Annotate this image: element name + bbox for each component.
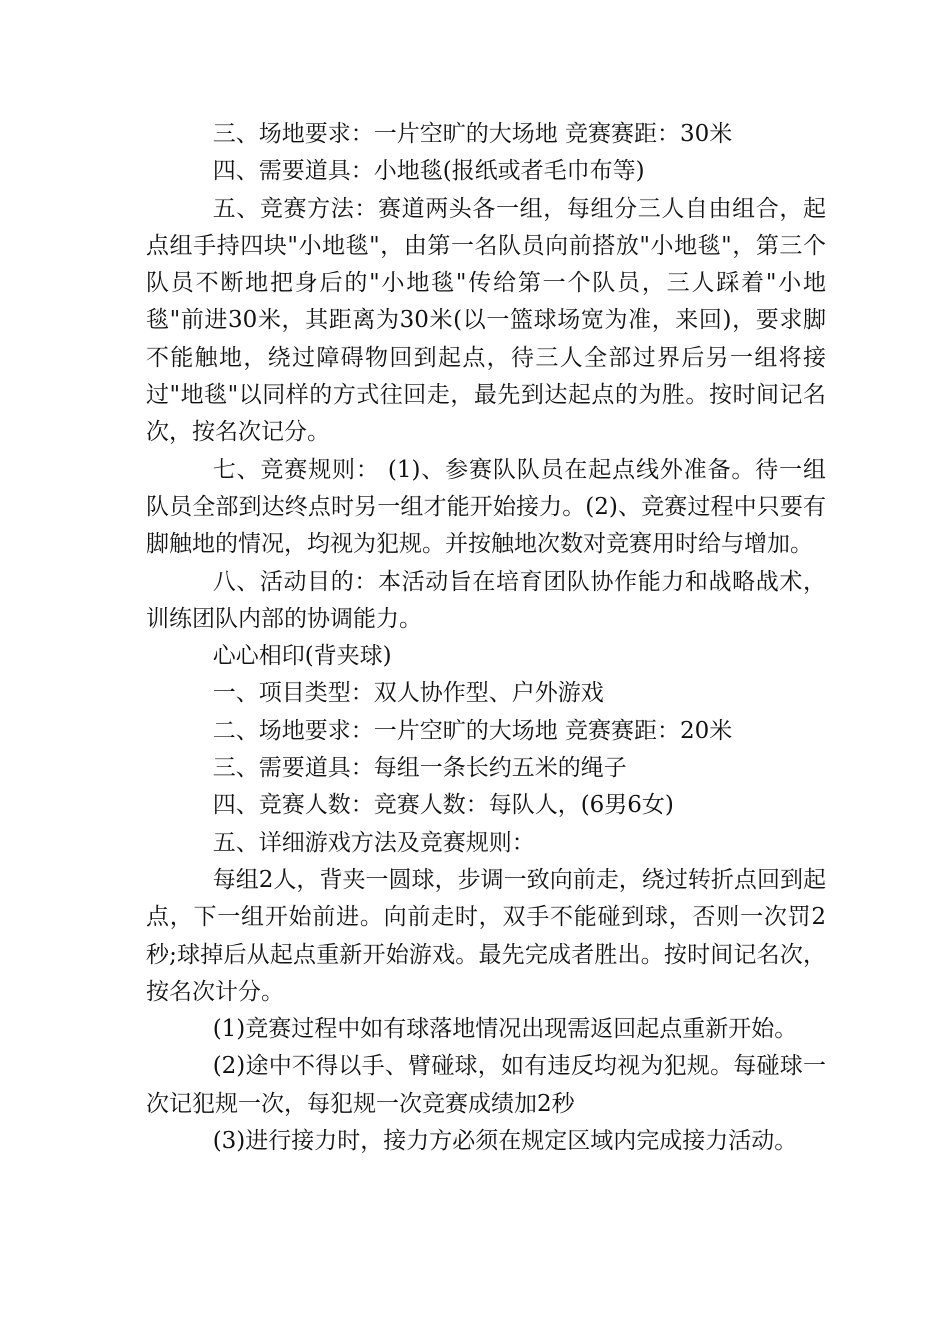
paragraph-rule-1: (1)竞赛过程中如有球落地情况出现需返回起点重新开始。	[212, 1016, 798, 1043]
document-body	[146, 116, 826, 1160]
paragraph-required-props-2: 三、需要道具：每组一条长约五米的绳子	[212, 755, 627, 782]
section-heading-back-ball: 心心相印(背夹球)	[212, 643, 392, 670]
paragraph-required-props: 四、需要道具：小地毯(报纸或者毛巾布等)	[212, 158, 645, 185]
paragraph-detailed-rules-heading: 五、详细游戏方法及竞赛规则：	[212, 829, 535, 856]
paragraph-competition-rules: 七、竞赛规则： (1)、参赛队队员在起点线外准备。待一组队员全部到达终点时另一组才能开始接力。(2)、竞赛过程中只要有脚触地的情况，均视为犯规。并按触地次数对竞赛用时给与增加。	[146, 456, 826, 558]
paragraph-rule-3: (3)进行接力时，接力方必须在规定区域内完成接力活动。	[212, 1128, 798, 1155]
paragraph-venue-requirements: 三、场地要求：一片空旷的大场地 竞赛赛距：30米	[212, 121, 733, 147]
paragraph-activity-purpose: 八、活动目的：本活动旨在培育团队协作能力和战略战术，训练团队内部的协调能力。	[146, 568, 826, 632]
paragraph-participants: 四、竞赛人数：竞赛人数：每队人，(6男6女)	[212, 792, 674, 819]
paragraph-project-type: 一、项目类型：双人协作型、户外游戏	[212, 680, 604, 707]
paragraph-competition-method: 五、竞赛方法：赛道两头各一组，每组分三人自由组合，起点组手持四块"小地毯"，由第一名队员向前搭放"小地毯"，第三个队员不断地把身后的"小地毯"传给第一个队员，三人踩着"小地毯"前进30米，其距离为30米(以一篮球场宽为准，来回)，要求脚不能触地，绕过障碍物回到起点，待三人全部过界后另一组将接过"地毯"以同样的方式往回走，最先到达起点的为胜。按时间记名次，按名次记分。	[146, 195, 826, 446]
paragraph-game-method: 每组2人，背夹一圆球，步调一致向前走，绕过转折点回到起点，下一组开始前进。向前走时，双手不能碰到球，否则一次罚2秒;球掉后从起点重新开始游戏。最先完成者胜出。按时间记名次，按名次计分。	[146, 866, 826, 1005]
paragraph-venue-requirements-2: 二、场地要求：一片空旷的大场地 竞赛赛距：20米	[212, 717, 733, 744]
paragraph-rule-2: (2)途中不得以手、臂碰球，如有违反均视为犯规。每碰球一次记犯规一次，每犯规一次竞赛成绩加2秒	[146, 1053, 826, 1117]
